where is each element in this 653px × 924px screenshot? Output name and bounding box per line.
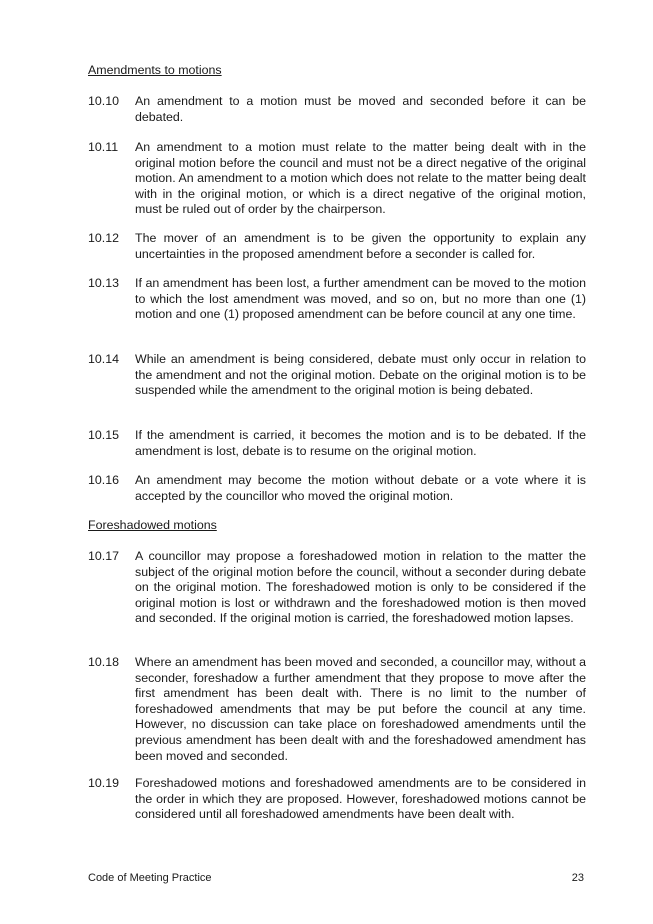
clause-10-15 (88, 428, 586, 459)
clause-number: 10.12 (88, 231, 120, 245)
clause-text: While an amendment is being considered, debate must only occur in relation to the amendment and not the original motion. Debate on the original motion is to be suspended while the amendment to the original motion is being debated. (135, 352, 586, 398)
clause-text: If the amendment is carried, it becomes the motion and is to be debated. If the amendment is lost, debate is to resume on the original motion. (135, 428, 586, 458)
clause-10-13 (88, 276, 586, 323)
clause-number: 10.18 (88, 655, 120, 669)
clause-text: If an amendment has been lost, a further amendment can be moved to the motion to which the lost amendment was moved, and so on, but no more than one (1) motion and one (1) proposed amendment can be before council at any one time. (135, 276, 586, 322)
footer-document-title: Code of Meeting Practice (88, 872, 212, 884)
clause-number: 10.17 (88, 549, 120, 563)
clause-text: A councillor may propose a foreshadowed motion in relation to the matter the subject of the original motion before the council, without a seconder during debate on the original motion. The foreshadowed motion is only to be considered if the original motion is lost or withdrawn and the foreshadowed motion is then moved and seconded. If the original motion is carried, the foreshadowed motion lapses. (135, 549, 586, 626)
clause-10-17 (88, 549, 586, 627)
clause-10-16 (88, 473, 586, 504)
clause-10-12 (88, 231, 586, 262)
clause-10-11 (88, 140, 586, 218)
clause-10-14 (88, 352, 586, 399)
clause-number: 10.16 (88, 473, 120, 487)
clause-text: The mover of an amendment is to be given the opportunity to explain any uncertainties in the proposed amendment before a seconder is called for. (135, 231, 586, 261)
clause-number: 10.14 (88, 352, 120, 366)
clause-number: 10.13 (88, 276, 120, 290)
clause-number: 10.10 (88, 94, 120, 108)
clause-text: Foreshadowed motions and foreshadowed amendments are to be considered in the order in which they are proposed. However, foreshadowed motions cannot be considered until all foreshadowed amendments have been dealt with. (135, 776, 586, 822)
clause-text: An amendment may become the motion without debate or a vote where it is accepted by the councillor who moved the original motion. (135, 473, 586, 503)
footer-page-number: 23 (571, 872, 584, 884)
clause-number: 10.15 (88, 428, 120, 442)
clause-10-19 (88, 776, 586, 823)
clause-text: Where an amendment has been moved and seconded, a councillor may, without a seconder, foreshadow a further amendment that they propose to move after the first amendment has been dealt with. There is no limit to the number of foreshadowed amendments that may be put before the council at any time. However, no discussion can take place on foreshadowed amendments until the previous amendment has been dealt with and the foreshadowed amendment has been moved and seconded. (135, 655, 586, 763)
clause-number: 10.11 (88, 140, 119, 154)
clause-number: 10.19 (88, 776, 120, 790)
clause-text: An amendment to a motion must be moved and seconded before it can be debated. (135, 94, 586, 124)
section-heading-foreshadowed: Foreshadowed motions (88, 518, 217, 532)
clause-10-18 (88, 655, 586, 764)
section-heading-amendments: Amendments to motions (88, 63, 222, 77)
clause-text: An amendment to a motion must relate to the matter being dealt with in the original motion before the council and must not be a direct negative of the original motion. An amendment to a motion which does not relate to the matter being dealt with in the original motion, or which is a direct negative of the original motion, must be ruled out of order by the chairperson. (135, 140, 586, 217)
clause-10-10 (88, 94, 586, 125)
